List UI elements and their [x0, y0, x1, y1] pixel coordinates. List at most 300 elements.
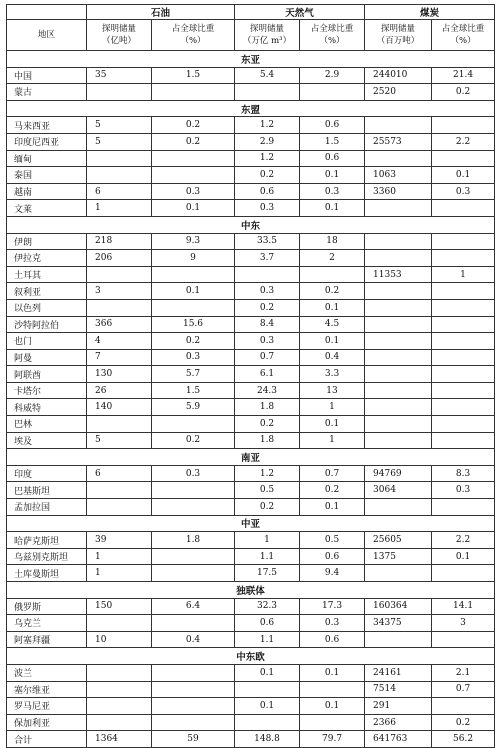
value-cell: 1.8	[152, 532, 235, 549]
value-cell: 0.7	[300, 465, 365, 482]
value-cell: 130	[87, 366, 152, 383]
country-cell: 马来西亚	[7, 117, 87, 134]
value-cell: 0.3	[152, 465, 235, 482]
table-row	[7, 532, 495, 549]
country-cell: 罗马尼亚	[7, 698, 87, 715]
value-cell: 0.3	[235, 200, 300, 217]
value-cell	[432, 250, 495, 267]
value-cell: 0.2	[235, 416, 300, 433]
value-cell	[152, 615, 235, 632]
country-cell: 埃及	[7, 432, 87, 449]
country-cell: 阿曼	[7, 349, 87, 366]
value-cell: 2520	[365, 84, 432, 101]
value-cell	[432, 349, 495, 366]
value-cell	[87, 664, 152, 681]
table-row	[7, 84, 495, 101]
country-cell: 印度尼西亚	[7, 133, 87, 150]
value-cell: 0.3	[235, 333, 300, 350]
value-cell: 0.7	[432, 681, 495, 698]
value-cell	[300, 714, 365, 731]
value-cell	[432, 333, 495, 350]
value-cell	[432, 416, 495, 433]
table-row	[7, 183, 495, 200]
region-header-row	[7, 51, 495, 68]
value-cell: 0.6	[300, 150, 365, 167]
value-cell	[300, 266, 365, 283]
value-cell	[365, 399, 432, 416]
value-cell	[432, 233, 495, 250]
value-cell	[87, 416, 152, 433]
table-row	[7, 316, 495, 333]
gas-group-header: 天然气	[235, 5, 365, 20]
table-row	[7, 482, 495, 499]
table-row	[7, 117, 495, 134]
country-cell: 蒙古	[7, 84, 87, 101]
value-cell: 5.7	[152, 366, 235, 383]
value-cell	[365, 631, 432, 648]
value-cell: 0.1	[300, 664, 365, 681]
value-cell: 0.1	[432, 548, 495, 565]
region-column-header: 地区	[7, 20, 87, 51]
value-cell: 0.3	[300, 615, 365, 632]
value-cell: 18	[300, 233, 365, 250]
value-cell	[365, 200, 432, 217]
value-cell	[365, 299, 432, 316]
value-cell: 0.6	[300, 548, 365, 565]
value-cell: 1364	[87, 731, 152, 748]
country-cell: 叙利亚	[7, 283, 87, 300]
value-cell: 0.6	[235, 615, 300, 632]
value-cell: 0.3	[300, 183, 365, 200]
country-cell: 俄罗斯	[7, 598, 87, 615]
value-cell	[365, 333, 432, 350]
country-cell: 巴基斯坦	[7, 482, 87, 499]
value-cell: 2	[300, 250, 365, 267]
value-cell: 148.8	[235, 731, 300, 748]
value-cell	[432, 499, 495, 516]
table-row	[7, 366, 495, 383]
value-cell	[365, 382, 432, 399]
value-cell: 0.2	[152, 333, 235, 350]
value-cell: 0.2	[300, 283, 365, 300]
table-row	[7, 333, 495, 350]
value-cell: 0.3	[235, 283, 300, 300]
value-cell: 5.9	[152, 399, 235, 416]
region-header-row	[7, 648, 495, 665]
value-cell: 32.3	[235, 598, 300, 615]
value-cell: 5	[87, 133, 152, 150]
table-row	[7, 698, 495, 715]
table-row	[7, 133, 495, 150]
value-cell: 2.2	[432, 133, 495, 150]
value-cell: 1.5	[152, 67, 235, 84]
value-cell	[365, 432, 432, 449]
value-cell: 1063	[365, 167, 432, 184]
gas-share-header: 占全球比重 （%）	[300, 20, 365, 51]
value-cell: 59	[152, 731, 235, 748]
value-cell	[365, 416, 432, 433]
value-cell: 1.5	[152, 382, 235, 399]
region-name: 中东欧	[7, 648, 495, 665]
country-cell: 中国	[7, 67, 87, 84]
table-row	[7, 150, 495, 167]
country-cell: 波兰	[7, 664, 87, 681]
value-cell: 0.1	[300, 200, 365, 217]
value-cell	[87, 681, 152, 698]
value-cell	[432, 565, 495, 582]
region-name: 东盟	[7, 100, 495, 117]
value-cell	[432, 200, 495, 217]
value-cell: 244010	[365, 67, 432, 84]
value-cell: 0.1	[300, 698, 365, 715]
value-cell: 2.1	[432, 664, 495, 681]
value-cell	[152, 681, 235, 698]
region-header-blank	[7, 5, 87, 20]
region-name: 中东	[7, 216, 495, 233]
value-cell: 0.2	[432, 714, 495, 731]
value-cell: 11353	[365, 266, 432, 283]
value-cell: 1	[432, 266, 495, 283]
value-cell	[235, 84, 300, 101]
value-cell: 0.3	[432, 482, 495, 499]
country-cell: 阿联酋	[7, 366, 87, 383]
value-cell: 0.5	[300, 532, 365, 549]
value-cell: 1.2	[235, 465, 300, 482]
region-header-row	[7, 582, 495, 599]
table-row	[7, 349, 495, 366]
value-cell	[365, 349, 432, 366]
value-cell	[152, 416, 235, 433]
value-cell: 3064	[365, 482, 432, 499]
value-cell: 3	[87, 283, 152, 300]
region-name: 中亚	[7, 515, 495, 532]
value-cell: 14.1	[432, 598, 495, 615]
value-cell	[87, 615, 152, 632]
value-cell: 10	[87, 631, 152, 648]
value-cell	[152, 266, 235, 283]
country-cell: 乌兹别克斯坦	[7, 548, 87, 565]
table-row	[7, 167, 495, 184]
value-cell	[152, 84, 235, 101]
value-cell: 0.1	[300, 499, 365, 516]
value-cell: 2.9	[300, 67, 365, 84]
value-cell: 0.6	[235, 183, 300, 200]
table-row	[7, 681, 495, 698]
value-cell: 0.4	[300, 349, 365, 366]
country-cell: 孟加拉国	[7, 499, 87, 516]
table-row	[7, 233, 495, 250]
value-cell: 0.1	[300, 333, 365, 350]
value-cell	[87, 167, 152, 184]
value-cell	[432, 399, 495, 416]
country-cell: 伊朗	[7, 233, 87, 250]
value-cell: 1.2	[235, 150, 300, 167]
value-cell: 0.1	[152, 283, 235, 300]
value-cell	[152, 664, 235, 681]
value-cell: 218	[87, 233, 152, 250]
value-cell: 25573	[365, 133, 432, 150]
value-cell: 0.5	[235, 482, 300, 499]
value-cell: 17.3	[300, 598, 365, 615]
value-cell: 21.4	[432, 67, 495, 84]
table-row	[7, 465, 495, 482]
value-cell: 5	[87, 432, 152, 449]
value-cell	[432, 117, 495, 134]
value-cell: 9	[152, 250, 235, 267]
country-cell: 乌克兰	[7, 615, 87, 632]
table-row	[7, 615, 495, 632]
value-cell: 2.2	[432, 532, 495, 549]
value-cell	[300, 681, 365, 698]
country-cell: 科威特	[7, 399, 87, 416]
value-cell	[432, 698, 495, 715]
country-cell: 缅甸	[7, 150, 87, 167]
value-cell: 7	[87, 349, 152, 366]
value-cell	[87, 714, 152, 731]
value-cell: 9.3	[152, 233, 235, 250]
value-cell: 24161	[365, 664, 432, 681]
country-cell: 越南	[7, 183, 87, 200]
region-header-row	[7, 216, 495, 233]
value-cell: 4.5	[300, 316, 365, 333]
value-cell	[432, 283, 495, 300]
country-cell: 泰国	[7, 167, 87, 184]
value-cell: 56.2	[432, 731, 495, 748]
table-row	[7, 598, 495, 615]
value-cell	[365, 499, 432, 516]
value-cell: 2366	[365, 714, 432, 731]
value-cell: 39	[87, 532, 152, 549]
table-row	[7, 731, 495, 748]
value-cell: 1.2	[235, 117, 300, 134]
value-cell	[365, 250, 432, 267]
table-row	[7, 664, 495, 681]
value-cell: 0.1	[235, 698, 300, 715]
value-cell: 7514	[365, 681, 432, 698]
value-cell: 4	[87, 333, 152, 350]
value-cell	[87, 499, 152, 516]
value-cell: 1	[235, 532, 300, 549]
value-cell: 206	[87, 250, 152, 267]
value-cell	[152, 565, 235, 582]
value-cell: 35	[87, 67, 152, 84]
country-cell: 土库曼斯坦	[7, 565, 87, 582]
value-cell: 0.2	[235, 499, 300, 516]
value-cell: 6	[87, 465, 152, 482]
value-cell	[432, 316, 495, 333]
value-cell	[235, 714, 300, 731]
value-cell: 1	[87, 565, 152, 582]
value-cell: 0.3	[152, 183, 235, 200]
oil-group-header: 石油	[87, 5, 235, 20]
table-row	[7, 714, 495, 731]
value-cell: 0.1	[300, 167, 365, 184]
value-cell	[87, 84, 152, 101]
value-cell: 291	[365, 698, 432, 715]
group-header-row	[7, 5, 495, 20]
value-cell: 1375	[365, 548, 432, 565]
value-cell: 5.4	[235, 67, 300, 84]
value-cell: 6.1	[235, 366, 300, 383]
country-cell: 伊拉克	[7, 250, 87, 267]
value-cell: 2.9	[235, 133, 300, 150]
value-cell: 1.8	[235, 432, 300, 449]
value-cell: 0.2	[432, 84, 495, 101]
value-cell: 0.1	[300, 416, 365, 433]
value-cell: 79.7	[300, 731, 365, 748]
country-cell: 文莱	[7, 200, 87, 217]
value-cell: 94769	[365, 465, 432, 482]
value-cell: 366	[87, 316, 152, 333]
country-cell: 卡塔尔	[7, 382, 87, 399]
reserves-table	[6, 4, 495, 748]
value-cell: 1.8	[235, 399, 300, 416]
value-cell: 0.2	[152, 133, 235, 150]
value-cell	[87, 150, 152, 167]
table-body	[7, 51, 495, 748]
sub-header-row	[7, 20, 495, 51]
country-cell: 印度	[7, 465, 87, 482]
value-cell: 1	[300, 432, 365, 449]
value-cell: 13	[300, 382, 365, 399]
value-cell: 0.1	[300, 299, 365, 316]
table-row	[7, 631, 495, 648]
table-row	[7, 499, 495, 516]
value-cell: 0.6	[300, 117, 365, 134]
value-cell: 0.7	[235, 349, 300, 366]
table-row	[7, 283, 495, 300]
table-row	[7, 416, 495, 433]
oil-share-header: 占全球比重 （%）	[152, 20, 235, 51]
value-cell: 0.2	[152, 432, 235, 449]
country-cell: 合计	[7, 731, 87, 748]
country-cell: 沙特阿拉伯	[7, 316, 87, 333]
value-cell: 0.3	[432, 183, 495, 200]
value-cell: 150	[87, 598, 152, 615]
value-cell: 0.4	[152, 631, 235, 648]
value-cell	[87, 266, 152, 283]
value-cell: 1.1	[235, 631, 300, 648]
table-row	[7, 299, 495, 316]
value-cell	[300, 84, 365, 101]
value-cell	[235, 681, 300, 698]
value-cell	[152, 499, 235, 516]
value-cell: 9.4	[300, 565, 365, 582]
value-cell: 0.2	[152, 117, 235, 134]
country-cell: 也门	[7, 333, 87, 350]
region-header-row	[7, 515, 495, 532]
table-row	[7, 250, 495, 267]
value-cell: 1.5	[300, 133, 365, 150]
region-name: 东亚	[7, 51, 495, 68]
value-cell	[365, 283, 432, 300]
table-row	[7, 67, 495, 84]
value-cell: 1	[87, 548, 152, 565]
table-row	[7, 565, 495, 582]
value-cell: 34375	[365, 615, 432, 632]
value-cell: 15.6	[152, 316, 235, 333]
gas-reserve-header: 探明储量 （万亿 m³）	[235, 20, 300, 51]
value-cell: 1	[87, 200, 152, 217]
table-row	[7, 200, 495, 217]
value-cell: 3360	[365, 183, 432, 200]
value-cell	[432, 299, 495, 316]
country-cell: 塞尔维亚	[7, 681, 87, 698]
value-cell	[152, 482, 235, 499]
value-cell	[365, 117, 432, 134]
region-name: 南亚	[7, 449, 495, 466]
country-cell: 以色列	[7, 299, 87, 316]
value-cell	[365, 316, 432, 333]
value-cell: 160364	[365, 598, 432, 615]
coal-share-header: 占全球比重 （%）	[432, 20, 495, 51]
region-header-row	[7, 449, 495, 466]
value-cell	[365, 565, 432, 582]
value-cell	[87, 698, 152, 715]
value-cell	[365, 366, 432, 383]
value-cell: 0.1	[235, 664, 300, 681]
country-cell: 哈萨克斯坦	[7, 532, 87, 549]
value-cell: 3	[432, 615, 495, 632]
table-row	[7, 399, 495, 416]
value-cell	[152, 299, 235, 316]
value-cell	[87, 482, 152, 499]
value-cell: 33.5	[235, 233, 300, 250]
table-row	[7, 266, 495, 283]
table-row	[7, 548, 495, 565]
value-cell: 17.5	[235, 565, 300, 582]
country-cell: 保加利亚	[7, 714, 87, 731]
value-cell: 0.2	[300, 482, 365, 499]
table-row	[7, 382, 495, 399]
value-cell: 8.4	[235, 316, 300, 333]
coal-group-header: 煤炭	[365, 5, 495, 20]
value-cell	[365, 233, 432, 250]
value-cell	[152, 548, 235, 565]
value-cell: 0.2	[235, 299, 300, 316]
value-cell: 0.1	[152, 200, 235, 217]
value-cell: 3.3	[300, 366, 365, 383]
value-cell: 0.3	[152, 349, 235, 366]
region-header-row	[7, 100, 495, 117]
coal-reserve-header: 探明储量 （百万吨）	[365, 20, 432, 51]
value-cell: 26	[87, 382, 152, 399]
value-cell	[152, 150, 235, 167]
country-cell: 巴林	[7, 416, 87, 433]
country-cell: 土耳其	[7, 266, 87, 283]
oil-reserve-header: 探明储量 （亿吨）	[87, 20, 152, 51]
value-cell: 6	[87, 183, 152, 200]
value-cell: 0.2	[235, 167, 300, 184]
value-cell	[432, 631, 495, 648]
value-cell: 24.3	[235, 382, 300, 399]
value-cell: 0.6	[300, 631, 365, 648]
value-cell: 6.4	[152, 598, 235, 615]
table-row	[7, 432, 495, 449]
country-cell: 阿塞拜疆	[7, 631, 87, 648]
value-cell: 8.3	[432, 465, 495, 482]
value-cell: 3.7	[235, 250, 300, 267]
value-cell: 1	[300, 399, 365, 416]
value-cell: 1.1	[235, 548, 300, 565]
value-cell: 25605	[365, 532, 432, 549]
value-cell: 5	[87, 117, 152, 134]
value-cell	[432, 382, 495, 399]
value-cell	[152, 167, 235, 184]
value-cell	[432, 432, 495, 449]
value-cell: 140	[87, 399, 152, 416]
value-cell	[152, 714, 235, 731]
